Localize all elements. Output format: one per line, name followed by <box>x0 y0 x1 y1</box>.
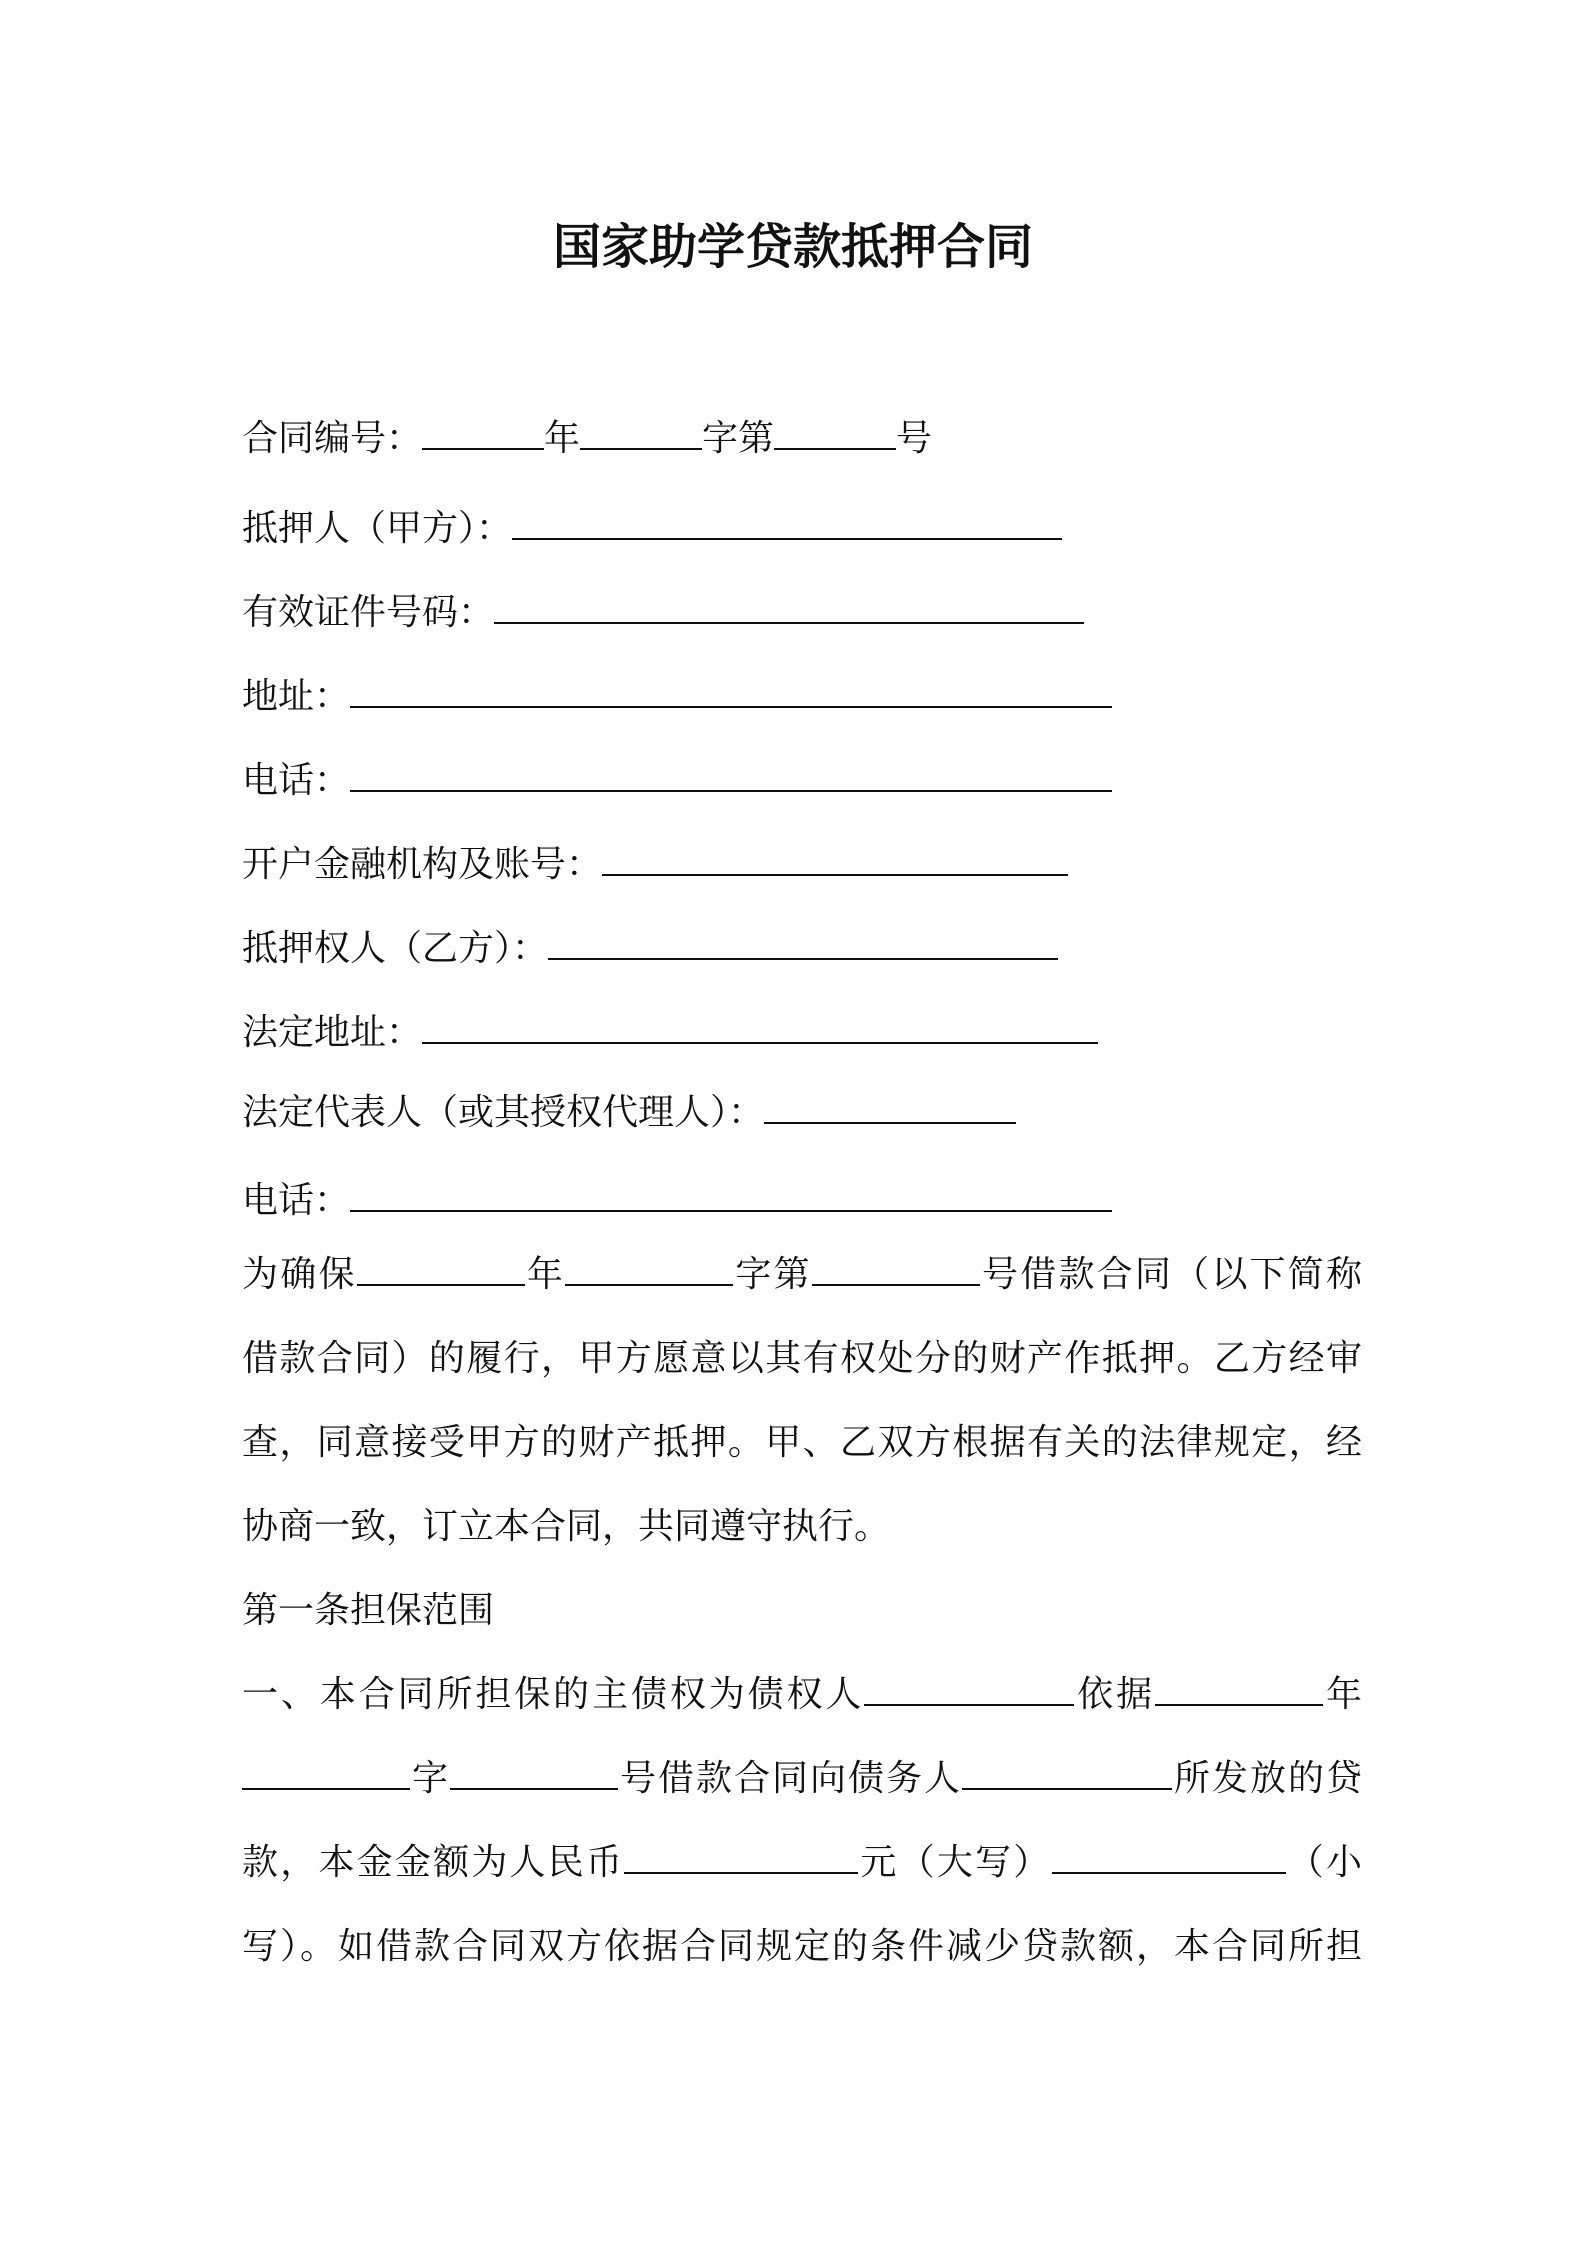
article1-l1-c: 年 <box>1323 1674 1362 1715</box>
preamble-text-b: 年 <box>524 1254 566 1295</box>
creditor-blank[interactable] <box>864 1674 1074 1706</box>
legal-address-label: 法定地址： <box>242 1012 423 1053</box>
article1-l3-b: 元（大写） <box>858 1842 1052 1883</box>
preamble-zi-blank[interactable] <box>565 1254 733 1286</box>
mortgagee-blank[interactable] <box>548 928 1058 960</box>
legal-address-row <box>242 1008 1098 1058</box>
article1-l1-b: 依据 <box>1074 1674 1156 1715</box>
legal-address-blank[interactable] <box>422 1012 1098 1044</box>
article1-l1-a: 一、本合同所担保的主债权为债权人 <box>242 1674 865 1715</box>
bank-account-blank[interactable] <box>602 844 1068 876</box>
id-number-label: 有效证件号码： <box>242 592 495 633</box>
debtor-blank[interactable] <box>962 1758 1172 1790</box>
amount-upper-blank[interactable] <box>624 1842 858 1874</box>
phone-row <box>242 756 1112 806</box>
bank-account-row <box>242 840 1068 890</box>
article1-l2-b: 号借款合同向债务人 <box>618 1758 962 1799</box>
preamble-text-c: 字第 <box>733 1254 812 1295</box>
article1-line-4: 写）。如借款合同双方依据合同规定的条件减少贷款额，本合同所担 <box>242 1926 1362 1967</box>
preamble-text-d: 号借款合同（以下简称 <box>979 1254 1362 1295</box>
legal-rep-blank[interactable] <box>764 1092 1016 1124</box>
article1-line-2 <box>242 1737 1362 1821</box>
address-blank[interactable] <box>350 676 1112 708</box>
article1-l2-c: 所发放的贷 <box>1171 1758 1362 1799</box>
article1-hao-blank[interactable] <box>450 1758 618 1790</box>
mortgagee-row <box>242 924 1058 974</box>
contract-year-blank[interactable] <box>422 418 544 450</box>
article1-year-blank[interactable] <box>1155 1674 1323 1706</box>
document-title: 国家助学贷款抵押合同 <box>552 219 1033 275</box>
phone-label: 电话： <box>242 760 351 801</box>
legal-rep-row <box>242 1088 1016 1138</box>
article1-heading: 第一条担保范围 <box>242 1590 495 1631</box>
phone-blank[interactable] <box>350 760 1112 792</box>
mortgagor-row <box>242 504 1062 554</box>
amount-lower-blank[interactable] <box>1052 1842 1286 1874</box>
address-label: 地址： <box>242 676 351 717</box>
article1-l2-a: 字 <box>410 1758 450 1799</box>
contract-hao-blank[interactable] <box>774 418 896 450</box>
preamble-text-a: 为确保 <box>242 1254 357 1295</box>
article1-l3-c: （小 <box>1285 1842 1362 1883</box>
preamble-line-4: 协商一致，订立本合同，共同遵守执行。 <box>242 1506 891 1547</box>
mortgagor-label: 抵押人（甲方）： <box>242 508 513 549</box>
id-number-blank[interactable] <box>494 592 1084 624</box>
mortgagor-blank[interactable] <box>512 508 1062 540</box>
preamble-hao-blank[interactable] <box>812 1254 980 1286</box>
contract-zi-blank[interactable] <box>580 418 702 450</box>
id-number-row <box>242 588 1084 638</box>
phone2-blank[interactable] <box>350 1180 1112 1212</box>
contract-number-label: 合同编号： <box>242 418 423 459</box>
contract-hao-label: 号 <box>896 418 933 459</box>
preamble-line-3: 查，同意接受甲方的财产抵押。甲、乙双方根据有关的法律规定，经 <box>242 1422 1362 1463</box>
article1-zi-blank[interactable] <box>242 1758 410 1790</box>
phone2-label: 电话： <box>242 1180 351 1221</box>
address-row <box>242 672 1112 722</box>
phone2-row <box>242 1176 1112 1226</box>
preamble-line-1 <box>242 1233 1362 1317</box>
contract-zidi-label: 字第 <box>702 418 775 459</box>
contract-year-label: 年 <box>544 418 581 459</box>
article1-line-1 <box>242 1653 1362 1737</box>
article1-line-3 <box>242 1821 1362 1905</box>
contract-number-row <box>242 414 932 464</box>
preamble-line-2: 借款合同）的履行，甲方愿意以其有权处分的财产作抵押。乙方经审 <box>242 1338 1362 1379</box>
bank-account-label: 开户金融机构及账号： <box>242 844 603 885</box>
preamble-year-blank[interactable] <box>357 1254 525 1286</box>
article1-l3-a: 款，本金金额为人民币 <box>242 1842 625 1883</box>
legal-rep-label: 法定代表人（或其授权代理人）： <box>242 1092 765 1133</box>
mortgagee-label: 抵押权人（乙方）： <box>242 928 549 969</box>
